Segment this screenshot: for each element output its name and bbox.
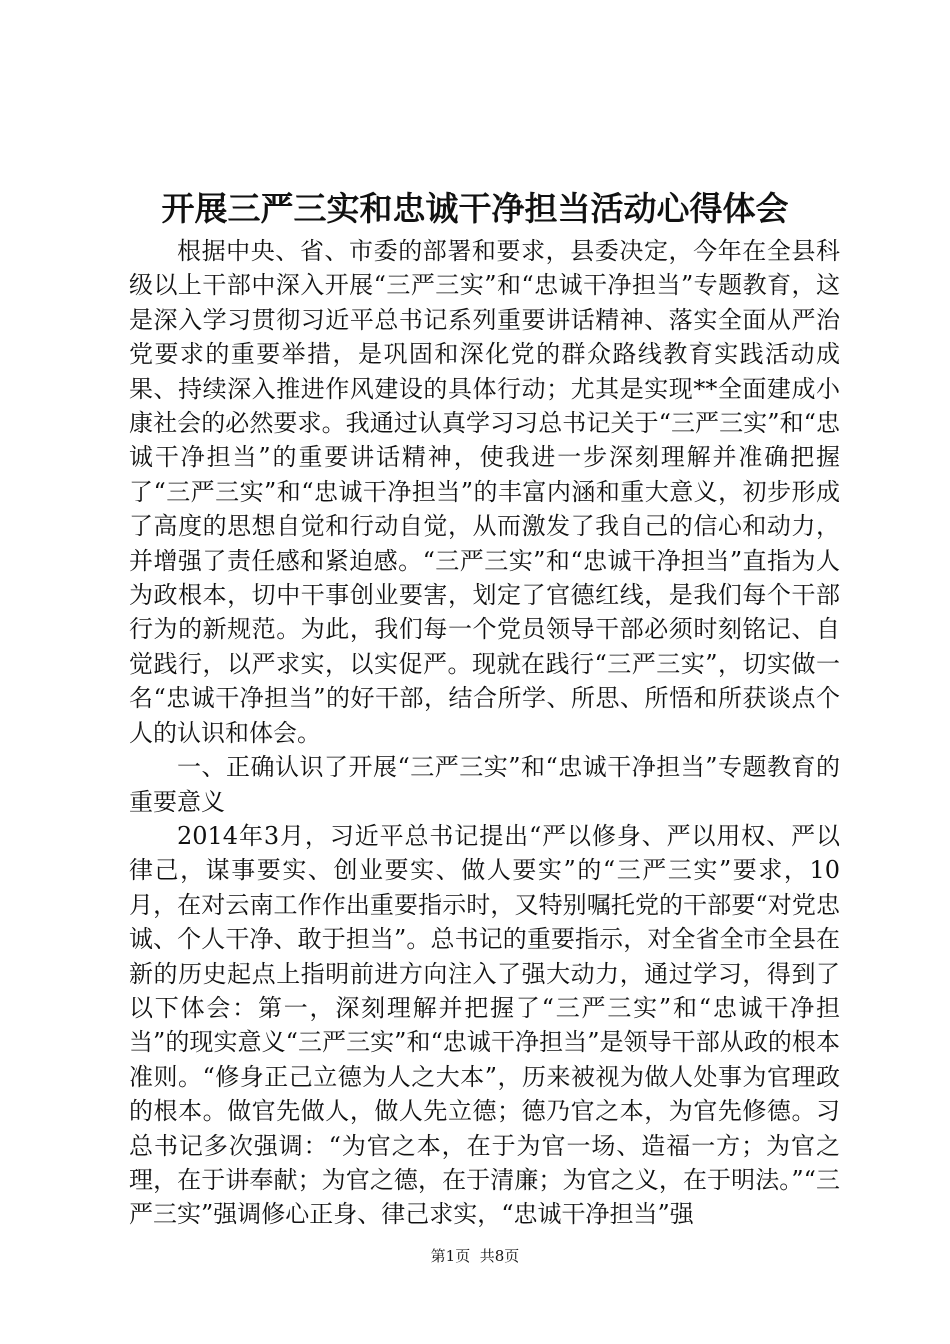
page-footer bbox=[0, 1246, 950, 1266]
paragraph-section-heading: 一、正确认识了开展“三严三实”和“忠诚干净担当”专题教育的重要意义 bbox=[129, 753, 840, 816]
document-body bbox=[129, 234, 840, 1232]
paragraph-intro: 根据中央、省、市委的部署和要求，县委决定，今年在全县科级以上干部中深入开展“三严三实”和“忠诚干净担当”专题教育，这是深入学习贯彻习近平总书记系列重要讲话精神、落实全面从严治党要求的重要举措，是巩固和深化党的群众路线教育实践活动成果、持续深入推进作风建设的具体行动；尤其是实现**全面建成小康社会的必然要求。我通过认真学习习总书记关于“三严三实”和“忠诚干净担当”的重要讲话精神，使我进一步深刻理解并准确把握了“三严三实”和“忠诚干净担当”的丰富内涵和重大意义，初步形成了高度的思想自觉和行动自觉，从而激发了我自己的信心和动力，并增强了责任感和紧迫感。“三严三实”和“忠诚干净担当”直指为人为政根本，切中干事创业要害，划定了官德红线，是我们每个干部行为的新规范。为此，我们每一个党员领导干部必须时刻铭记、自觉践行，以严求实，以实促严。现就在践行“三严三实”，切实做一名“忠诚干净担当”的好干部，结合所学、所思、所悟和所获谈点个人的认识和体会。 bbox=[129, 237, 840, 747]
paragraph-section-body: 2014年3月，习近平总书记提出“严以修身、严以用权、严以律己，谋事要实、创业要实、做人要实”的“三严三实”要求，10月，在对云南工作作出重要指示时，又特别嘱托党的干部要“对党忠诚、个人干净、敢于担当”。总书记的重要指示，对全省全市全县在新的历史起点上指明前进方向注入了强大动力，通过学习，得到了以下体会：第一，深刻理解并把握了“三严三实”和“忠诚干净担当”的现实意义“三严三实”和“忠诚干净担当”是领导干部从政的根本准则。“修身正己立德为人之大本”，历来被视为做人处事为官理政的根本。做官先做人，做人先立德；德乃官之本，为官先修德。习总书记多次强调：“为官之本，在于为官一场、造福一方；为官之理，在于讲奉献；为官之德，在于清廉；为官之义，在于明法。”“三严三实”强调修心正身、律己求实，“忠诚干净担当”强 bbox=[129, 821, 840, 1229]
page-total: 共8页 bbox=[479, 1247, 520, 1265]
page-number: 第1页 bbox=[430, 1247, 471, 1265]
document-title: 开展三严三实和忠诚干净担当活动心得体会 bbox=[161, 189, 789, 228]
